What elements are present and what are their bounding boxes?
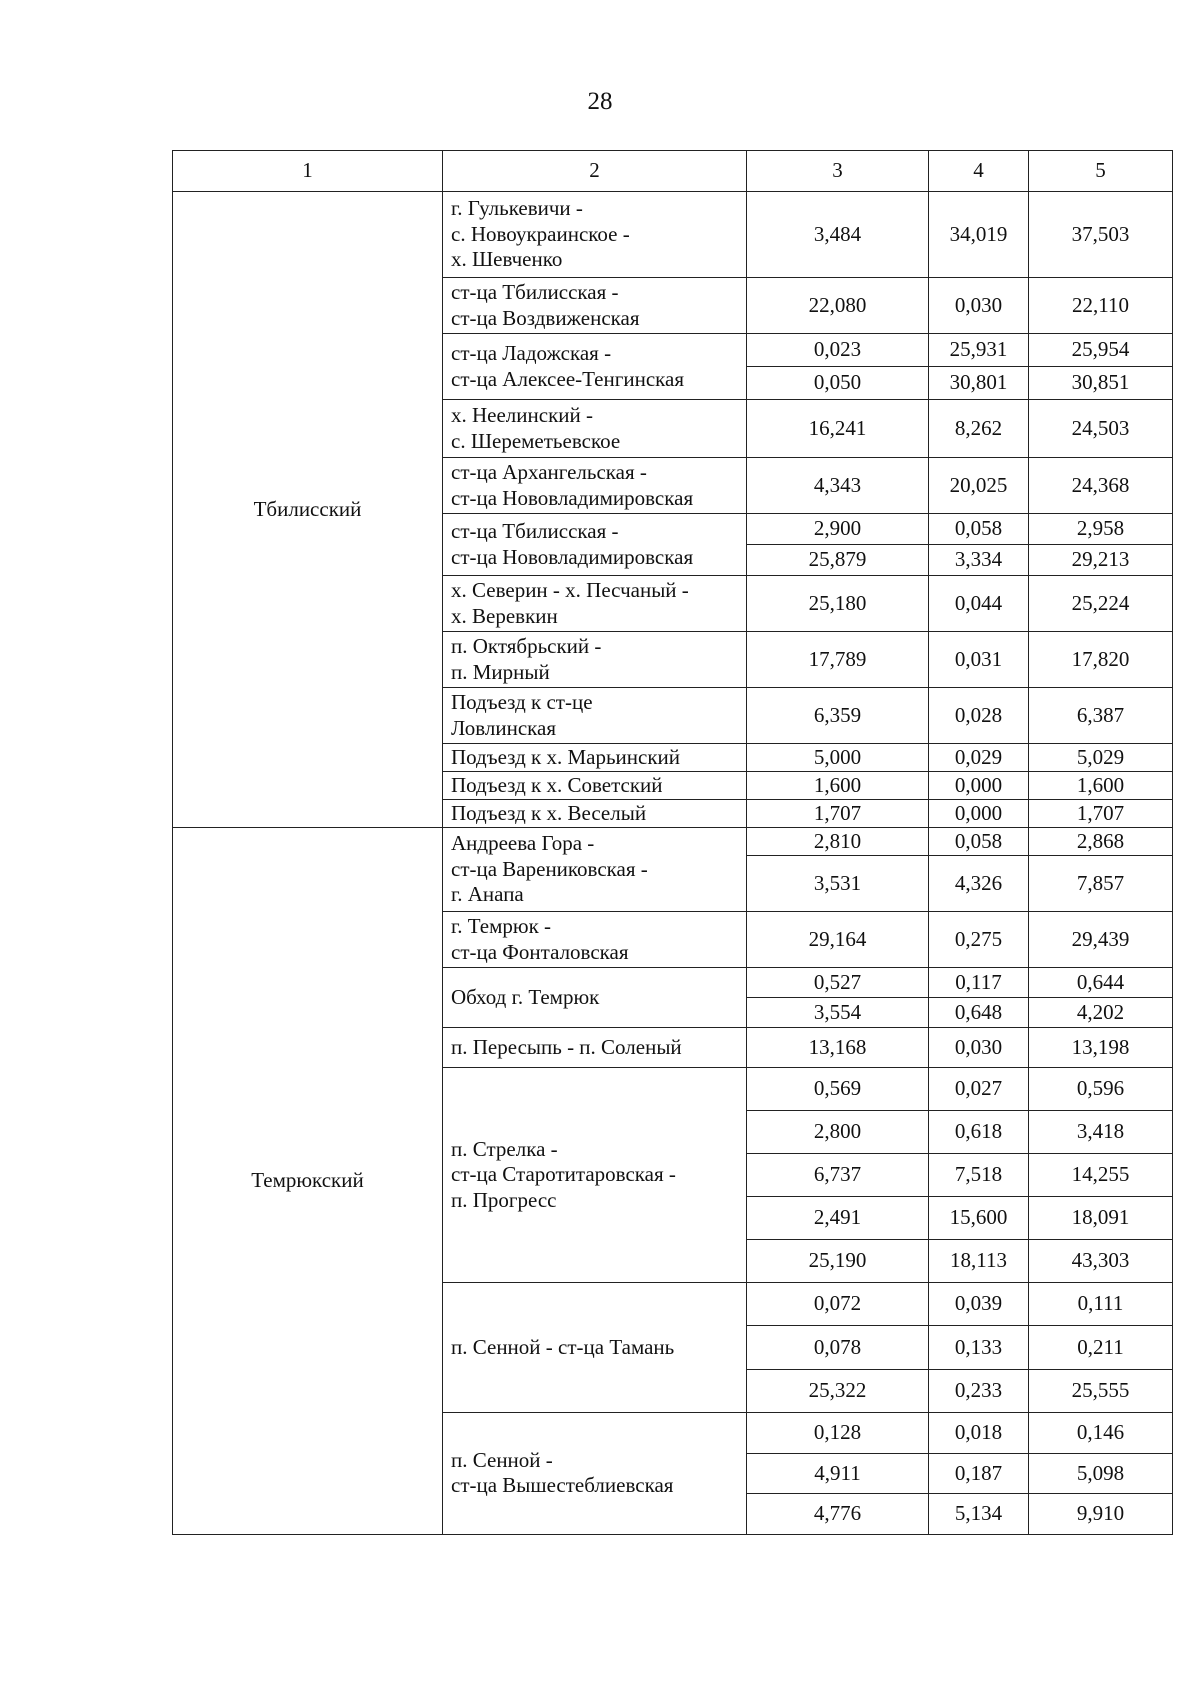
value-col-4: 18,113 — [929, 1240, 1029, 1283]
value-col-5: 1,600 — [1029, 772, 1173, 800]
route-name-line: ст-ца Нововладимировская — [451, 544, 694, 569]
header-col-1: 1 — [173, 151, 443, 192]
value-col-5: 25,555 — [1029, 1369, 1173, 1412]
value-col-3: 0,569 — [747, 1068, 929, 1111]
value-col-4: 0,000 — [929, 800, 1029, 828]
table-body — [173, 192, 1173, 1535]
value-col-5: 1,707 — [1029, 800, 1173, 828]
value-col-5: 4,202 — [1029, 998, 1173, 1028]
value-col-5: 43,303 — [1029, 1240, 1173, 1283]
route-name — [443, 1028, 747, 1068]
value-col-5: 5,098 — [1029, 1453, 1173, 1494]
value-col-3: 4,911 — [747, 1453, 929, 1494]
value-col-4: 34,019 — [929, 192, 1029, 278]
value-col-5: 0,111 — [1029, 1283, 1173, 1326]
header-col-4: 4 — [929, 151, 1029, 192]
route-name-line: х. Неелинский - — [451, 402, 594, 427]
header-col-2: 2 — [443, 151, 747, 192]
value-col-4: 3,334 — [929, 545, 1029, 576]
value-col-4: 15,600 — [929, 1197, 1029, 1240]
value-col-5: 0,644 — [1029, 968, 1173, 998]
value-col-4: 25,931 — [929, 334, 1029, 367]
route-name-line: ст-ца Варениковская - — [451, 856, 648, 881]
value-col-5: 14,255 — [1029, 1154, 1173, 1197]
value-col-3: 2,900 — [747, 514, 929, 545]
value-col-5: 5,029 — [1029, 744, 1173, 772]
route-name — [443, 514, 747, 576]
route-name — [443, 828, 747, 912]
value-col-3: 25,190 — [747, 1240, 929, 1283]
value-col-3: 0,128 — [747, 1412, 929, 1453]
value-col-3: 4,343 — [747, 458, 929, 514]
value-col-4: 7,518 — [929, 1154, 1029, 1197]
value-col-5: 2,958 — [1029, 514, 1173, 545]
value-col-3: 1,600 — [747, 772, 929, 800]
value-col-5: 37,503 — [1029, 192, 1173, 278]
value-col-3: 1,707 — [747, 800, 929, 828]
value-col-5: 17,820 — [1029, 632, 1173, 688]
route-name-line: с. Новоукраинское - — [451, 221, 630, 246]
value-col-5: 22,110 — [1029, 278, 1173, 334]
value-col-4: 0,648 — [929, 998, 1029, 1028]
route-name — [443, 800, 747, 828]
table-row — [173, 828, 1173, 856]
value-col-4: 0,618 — [929, 1111, 1029, 1154]
value-col-5: 29,213 — [1029, 545, 1173, 576]
value-col-3: 16,241 — [747, 400, 929, 458]
value-col-3: 0,023 — [747, 334, 929, 367]
value-col-3: 2,491 — [747, 1197, 929, 1240]
value-col-3: 4,776 — [747, 1494, 929, 1535]
value-col-3: 0,072 — [747, 1283, 929, 1326]
route-name-line: ст-ца Ладожская - — [451, 340, 612, 365]
page-number: 28 — [587, 88, 613, 115]
value-col-3: 0,078 — [747, 1326, 929, 1369]
value-col-4: 0,030 — [929, 1028, 1029, 1068]
value-col-3: 0,050 — [747, 367, 929, 400]
route-name-line: Подъезд к х. Советский — [451, 772, 663, 797]
value-col-4: 0,029 — [929, 744, 1029, 772]
route-name — [443, 744, 747, 772]
route-name — [443, 334, 747, 400]
value-col-3: 3,484 — [747, 192, 929, 278]
route-name-line: ст-ца Фонталовская — [451, 939, 629, 964]
value-col-4: 0,039 — [929, 1283, 1029, 1326]
value-col-4: 5,134 — [929, 1494, 1029, 1535]
route-name — [443, 400, 747, 458]
route-name-line: х. Веревкин — [451, 603, 558, 628]
value-col-5: 30,851 — [1029, 367, 1173, 400]
route-name-line: г. Анапа — [451, 882, 524, 907]
value-col-4: 0,044 — [929, 576, 1029, 632]
value-col-4: 0,000 — [929, 772, 1029, 800]
route-name — [443, 912, 747, 968]
route-name-line: ст-ца Нововладимировская — [451, 485, 694, 510]
value-col-4: 0,027 — [929, 1068, 1029, 1111]
route-name-line: п. Прогресс — [451, 1187, 557, 1212]
header-row — [173, 151, 1173, 192]
value-col-5: 18,091 — [1029, 1197, 1173, 1240]
route-name-line: п. Сенной - — [451, 1447, 553, 1472]
value-col-3: 29,164 — [747, 912, 929, 968]
value-col-5: 25,954 — [1029, 334, 1173, 367]
value-col-4: 4,326 — [929, 856, 1029, 912]
value-col-3: 25,180 — [747, 576, 929, 632]
value-col-3: 2,800 — [747, 1111, 929, 1154]
value-col-4: 0,030 — [929, 278, 1029, 334]
table-row — [173, 192, 1173, 278]
route-name-line: ст-ца Архангельская - — [451, 459, 647, 484]
value-col-5: 24,368 — [1029, 458, 1173, 514]
route-name-line: ст-ца Вышестеблиевская — [451, 1473, 674, 1498]
value-col-4: 0,058 — [929, 514, 1029, 545]
route-name — [443, 688, 747, 744]
value-col-4: 0,028 — [929, 688, 1029, 744]
district-name: Темрюкский — [173, 828, 443, 1535]
route-name — [443, 576, 747, 632]
route-name-line: п. Пересыпь - п. Соленый — [451, 1034, 682, 1059]
route-name-line: п. Октябрьский - — [451, 633, 602, 658]
value-col-4: 8,262 — [929, 400, 1029, 458]
value-col-5: 2,868 — [1029, 828, 1173, 856]
route-name-line: п. Сенной - ст-ца Тамань — [451, 1334, 675, 1359]
route-name — [443, 1283, 747, 1413]
route-name-line: ст-ца Старотитаровская - — [451, 1162, 676, 1187]
value-col-4: 30,801 — [929, 367, 1029, 400]
value-col-4: 0,133 — [929, 1326, 1029, 1369]
value-col-4: 0,187 — [929, 1453, 1029, 1494]
route-name — [443, 1412, 747, 1534]
value-col-3: 13,168 — [747, 1028, 929, 1068]
route-name — [443, 192, 747, 278]
value-col-3: 22,080 — [747, 278, 929, 334]
route-name-line: г. Темрюк - — [451, 913, 552, 938]
value-col-4: 0,058 — [929, 828, 1029, 856]
value-col-5: 24,503 — [1029, 400, 1173, 458]
value-col-4: 0,275 — [929, 912, 1029, 968]
route-name-line: ст-ца Воздвиженская — [451, 305, 640, 330]
route-name-line: Ловлинская — [451, 715, 556, 740]
value-col-5: 13,198 — [1029, 1028, 1173, 1068]
value-col-5: 7,857 — [1029, 856, 1173, 912]
route-name-line: ст-ца Алексее-Тенгинская — [451, 366, 685, 391]
route-name-line: с. Шереметьевское — [451, 428, 621, 453]
route-name-line: п. Мирный — [451, 659, 550, 684]
value-col-3: 3,531 — [747, 856, 929, 912]
value-col-3: 3,554 — [747, 998, 929, 1028]
value-col-4: 0,031 — [929, 632, 1029, 688]
value-col-3: 6,359 — [747, 688, 929, 744]
route-name — [443, 968, 747, 1028]
value-col-3: 17,789 — [747, 632, 929, 688]
route-name-line: Подъезд к ст-це — [451, 689, 593, 714]
route-name — [443, 772, 747, 800]
value-col-3: 25,879 — [747, 545, 929, 576]
value-col-4: 0,233 — [929, 1369, 1029, 1412]
value-col-5: 0,596 — [1029, 1068, 1173, 1111]
district-name: Тбилисский — [173, 192, 443, 828]
value-col-5: 3,418 — [1029, 1111, 1173, 1154]
route-name-line: ст-ца Тбилисская - — [451, 518, 619, 543]
value-col-3: 5,000 — [747, 744, 929, 772]
route-name-line: ст-ца Тбилисская - — [451, 279, 619, 304]
route-name — [443, 1068, 747, 1283]
value-col-5: 25,224 — [1029, 576, 1173, 632]
value-col-5: 6,387 — [1029, 688, 1173, 744]
header-col-3: 3 — [747, 151, 929, 192]
route-name — [443, 458, 747, 514]
value-col-5: 29,439 — [1029, 912, 1173, 968]
roads-table — [172, 150, 1173, 1535]
table-header — [173, 151, 1173, 192]
value-col-4: 0,018 — [929, 1412, 1029, 1453]
route-name-line: Обход г. Темрюк — [451, 984, 600, 1009]
value-col-4: 20,025 — [929, 458, 1029, 514]
route-name-line: г. Гулькевичи - — [451, 196, 583, 221]
header-col-5: 5 — [1029, 151, 1173, 192]
route-name-line: п. Стрелка - — [451, 1136, 558, 1161]
value-col-5: 0,146 — [1029, 1412, 1173, 1453]
route-name-line: Подъезд к х. Марьинский — [451, 744, 681, 769]
route-name — [443, 278, 747, 334]
value-col-3: 6,737 — [747, 1154, 929, 1197]
route-name — [443, 632, 747, 688]
route-name-line: х. Северин - х. Песчаный - — [451, 577, 689, 602]
value-col-4: 0,117 — [929, 968, 1029, 998]
route-name-line: х. Шевченко — [451, 247, 563, 272]
value-col-3: 2,810 — [747, 828, 929, 856]
value-col-3: 0,527 — [747, 968, 929, 998]
value-col-3: 25,322 — [747, 1369, 929, 1412]
value-col-5: 9,910 — [1029, 1494, 1173, 1535]
route-name-line: Подъезд к х. Веселый — [451, 800, 647, 825]
value-col-5: 0,211 — [1029, 1326, 1173, 1369]
route-name-line: Андреева Гора - — [451, 831, 595, 856]
